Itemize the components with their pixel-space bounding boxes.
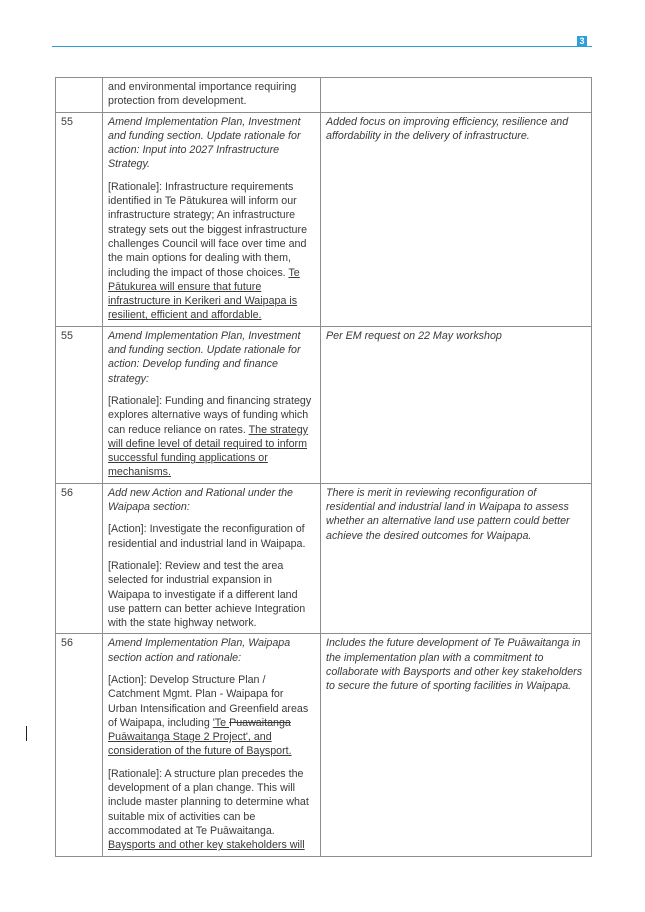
proposal-rationale: [108, 180, 315, 323]
amendments-table: [55, 77, 592, 857]
proposal-cell: [103, 78, 321, 113]
reason-cell: [321, 78, 592, 113]
row-number: 56: [56, 634, 103, 856]
proposal-rationale: [108, 394, 315, 480]
table-row: [56, 634, 592, 856]
rationale-text: [Rationale]: Infrastructure requirements identified in Te Pātukurea will inform our infrastructure strategy; An infrastructure strategy sets out the biggest infrastructure challenges Council will face over time and the main options for dealing with them, including the impact of those choices.: [108, 180, 308, 279]
inserted-text: The strategy will define level of detail required to inform successful funding applications or mechanisms.: [108, 423, 309, 479]
proposal-heading: Add new Action and Rational under the Waipapa section:: [108, 486, 293, 514]
inserted-text: Te Pātukurea will ensure that future infrastructure in Kerikeri and Waipapa is resilient, efficient and affordable.: [108, 266, 300, 322]
proposal-cell: [103, 483, 321, 634]
proposal-heading: Amend Implementation Plan, Waipapa section action and rationale:: [108, 637, 291, 664]
proposal-heading: Amend Implementation Plan, Investment and funding section. Update rationale for action: Develop funding and finance strategy:: [108, 329, 301, 385]
table-row: [56, 78, 592, 113]
proposal-rationale: [Rationale]: Review and test the area selected for industrial expansion in Waipapa to investigate if a different land use pattern can better achieve Integration with the state highway network.: [108, 559, 306, 630]
proposal-cell: [103, 326, 321, 483]
proposal-heading: Amend Implementation Plan, Investment and funding section. Update rationale for action: Input into 2027 Infrastructure Strategy.: [108, 115, 301, 171]
page-number: 3: [577, 36, 587, 47]
proposal-cell: [103, 634, 321, 856]
proposal-action: [108, 673, 315, 759]
row-number: 55: [56, 112, 103, 326]
reason-cell: Added focus on improving efficiency, resilience and affordability in the delivery of infrastructure.: [321, 112, 592, 326]
inserted-text: Puāwaitanga Stage 2 Project', and consideration of the future of Baysport.: [108, 731, 292, 758]
change-bar: [26, 726, 27, 741]
row-number: 56: [56, 483, 103, 634]
proposal-rationale: [108, 767, 315, 853]
proposal-action: [108, 522, 315, 551]
rationale-text: [Rationale]: A structure plan precedes the development of a plan change. This will include master planning to determine what suitable mix of activities can be accommodated at Te Puāwaitanga.: [108, 767, 309, 837]
row-number: 55: [56, 326, 103, 483]
table-row: [56, 326, 592, 483]
deleted-text: Puawaitanga: [229, 716, 291, 729]
action-text: [Action]: Develop Structure Plan / Catchment Mgmt. Plan - Waipapa for Urban Intensification and Greenfield areas of Waipapa, including: [108, 673, 309, 729]
header-rule: [52, 46, 592, 47]
rationale-text: [Rationale]: Funding and financing strategy explores alternative ways of funding which can reduce reliance on rates.: [108, 394, 312, 436]
proposal-cell: [103, 112, 321, 326]
action-text: [Action]: Investigate the reconfiguration of residential and industrial land in Waipapa.: [108, 523, 306, 550]
inserted-text: 'Te: [212, 716, 230, 729]
table-row: [56, 112, 592, 326]
table-row: [56, 483, 592, 634]
proposal-continuation: and environmental importance requiring protection from development.: [108, 81, 297, 108]
row-number: [56, 78, 103, 113]
inserted-text: Baysports and other key stakeholders will: [108, 839, 305, 852]
reason-cell: Per EM request on 22 May workshop: [321, 326, 592, 483]
reason-cell: There is merit in reviewing reconfiguration of residential and industrial land in Waipapa to assess whether an alternative land use pattern could better achieve the desired outcomes for Waipapa.: [321, 483, 592, 634]
reason-cell: Includes the future development of Te Puāwaitanga in the implementation plan with a commitment to collaborate with Baysports and other key stakeholders to secure the future of sporting facilities in Waipapa.: [321, 634, 592, 856]
